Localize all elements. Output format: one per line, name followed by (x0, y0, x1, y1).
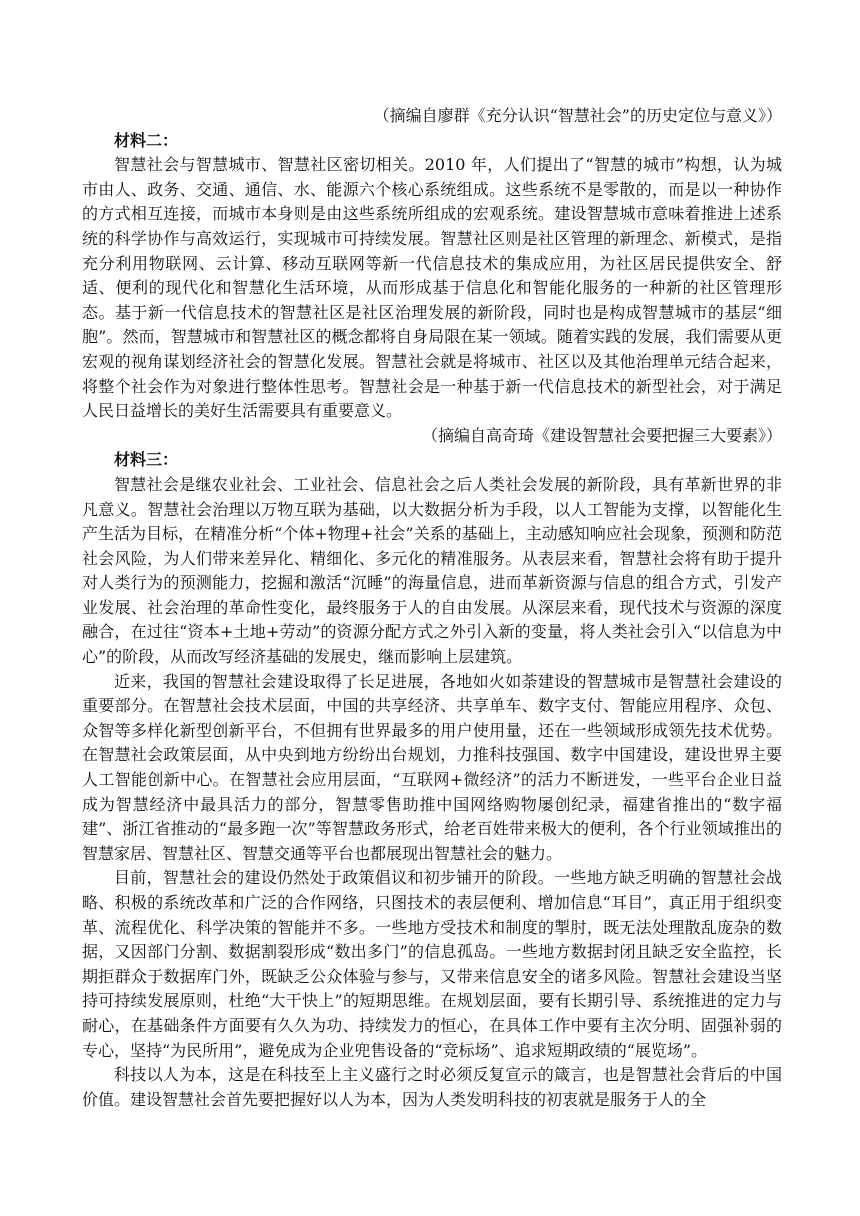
document-page (82, 104, 782, 1112)
source-citation-1: （摘编自廖群《充分认识“智慧社会”的历史定位与意义》） (373, 106, 782, 125)
material-2-heading: 材料二： (114, 130, 179, 150)
material-3-heading: 材料三： (114, 450, 179, 470)
source-citation-2: （摘编自高奇琦《建设智慧社会要把握三大要素》） (421, 425, 782, 445)
material-2-paragraph: 智慧社会与智慧城市、智慧社区密切相关。2010 年，人们提出了“智慧的城市”构想，认为城市由人、政务、交通、通信、水、能源六个核心系统组成。这些系统不是零散的，而是以一种协作的方式相互连接，而城市本身则是由这些系统所组成的宏观系统。建设智慧城市意味着推进上述系统的科学协作与高效运行，实现城市可持续发展。智慧社区则是社区管理的新理念、新模式，是指充分利用物联网、云计算、移动互联网等新一代信息技术的集成应用，为社区居民提供安全、舒适、便利的现代化和智慧化生活环境，从而形成基于信息化和智能化服务的一种新的社区管理形态。基于新一代信息技术的智慧社区是社区治理发展的新阶段，同时也是构成智慧城市的基层“细胞”。然而，智慧城市和智慧社区的概念都将自身局限在某一领域。随着实践的发展，我们需要从更宏观的视角谋划经济社会的智慧化发展。智慧社会就是将城市、社区以及其他治理单元结合起来，将整个社会作为对象进行整体性思考。智慧社会是一种基于新一代信息技术的新型社会，对于满足人民日益增长的美好生活需要具有重要意义。 (82, 155, 782, 421)
material-3-paragraph-4: 科技以人为本，这是在科技至上主义盛行之时必须反复宣示的箴言，也是智慧社会背后的中国价值。建设智慧社会首先要把握好以人为本，因为人类发明科技的初衷就是服务于人的全 (82, 1065, 782, 1109)
material-3-paragraph-2: 近来，我国的智慧社会建设取得了长足进展，各地如火如荼建设的智慧城市是智慧社会建设的重要部分。在智慧社会技术层面，中国的共享经济、共享单车、数字支付、智能应用程序、众包、众智等多样化新型创新平台，不但拥有世界最多的用户使用量，还在一些领域形成领先技术优势。在智慧社会政策层面，从中央到地方纷纷出台规划，力推科技强国、数字中国建设，建设世界主要人工智能创新中心。在智慧社会应用层面，“互联网+微经济”的活力不断迸发，一些平台企业日益成为智慧经济中最具活力的部分，智慧零售助推中国网络购物屡创纪录，福建省推出的“数字福建”、浙江省推动的“最多跑一次”等智慧政务形式，给老百姓带来极大的便利，各个行业领域推出的智慧家居、智慧社区、智慧交通等平台也都展现出智慧社会的魅力。 (82, 671, 782, 863)
material-3-paragraph-3: 目前，智慧社会的建设仍然处于政策倡议和初步铺开的阶段。一些地方缺乏明确的智慧社会战略、积极的系统改革和广泛的合作网络，只图技术的表层便利、增加信息“耳目”，真正用于组织变革、流程优化、科学决策的智能并不多。一些地方受技术和制度的掣肘，既无法处理散乱庞杂的数据，又因部门分割、数据割裂形成“数出多门”的信息孤岛。一些地方数据封闭且缺乏安全监控，长期拒群众于数据库门外，既缺乏公众体验与参与，又带来信息安全的诸多风险。智慧社会建设当坚持可持续发展原则，杜绝“大干快上”的短期思维。在规划层面，要有长期引导、系统推进的定力与耐心，在基础条件方面要有久久为功、持续发力的恒心，在具体工作中要有主次分明、固强补弱的专心，坚持“为民所用”，避免成为企业兜售设备的“竞标场”、追求短期政绩的“展览场”。 (82, 868, 782, 1060)
material-3-paragraph-1: 智慧社会是继农业社会、工业社会、信息社会之后人类社会发展的新阶段，具有革新世界的非凡意义。智慧社会治理以万物互联为基础，以大数据分析为手段，以人工智能为支撑，以智能化生产生活为目标，在精准分析“个体+物理+社会”关系的基础上，主动感知响应社会现象，预测和防范社会风险，为人们带来差异化、精细化、多元化的精准服务。从表层来看，智慧社会将有助于提升对人类行为的预测能力，挖掘和激活“沉睡”的海量信息，进而革新资源与信息的组合方式，引发产业发展、社会治理的革命性变化，最终服务于人的自由发展。从深层来看，现代技术与资源的深度融合，在过往“资本+土地+劳动”的资源分配方式之外引入新的变量，将人类社会引入“以信息为中心”的阶段，从而改写经济基础的发展史，继而影响上层建筑。 (82, 474, 782, 667)
